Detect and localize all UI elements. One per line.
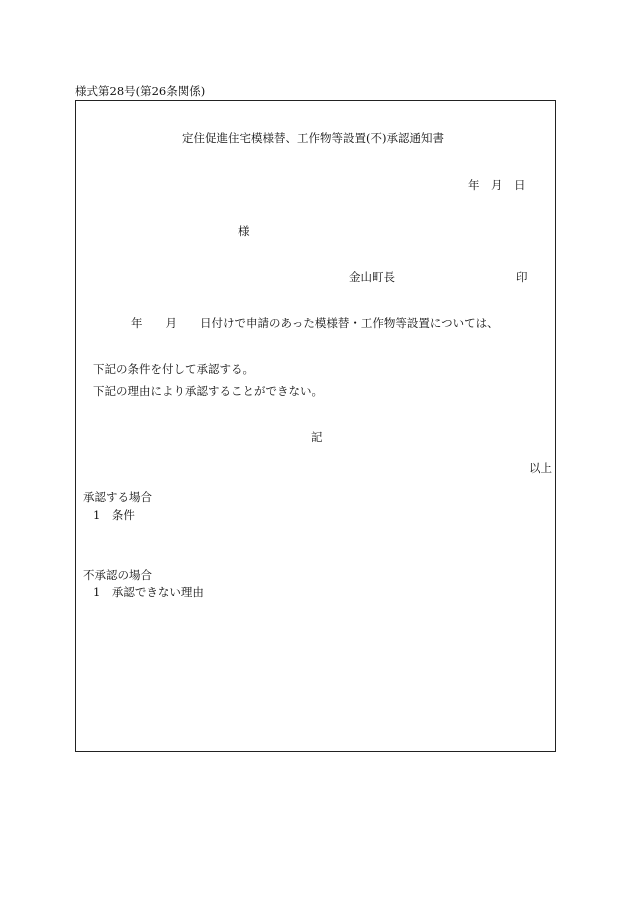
- ijo-closing: 以上: [529, 461, 552, 475]
- approval-conditions-item: 1 条件: [93, 508, 135, 522]
- option-approve-with-conditions: 下記の条件を付して承認する。: [93, 362, 254, 376]
- form-number: 様式第28号(第26条関係): [75, 84, 206, 98]
- issuer-name: 金山町長: [349, 270, 395, 284]
- approval-section-heading: 承認する場合: [83, 490, 152, 504]
- seal-mark: 印: [516, 270, 528, 284]
- body-text: 年 月 日付けで申請のあった模様替・工作物等設置については、: [131, 316, 499, 330]
- addressee-honorific: 様: [238, 224, 250, 238]
- date-line: 年 月 日: [468, 178, 526, 192]
- rejection-reason-item: 1 承認できない理由: [93, 585, 204, 599]
- form-frame: [75, 100, 556, 752]
- ki-heading: 記: [311, 430, 323, 444]
- rejection-section-heading: 不承認の場合: [83, 568, 152, 582]
- document-title: 定住促進住宅模様替、工作物等設置(不)承認通知書: [182, 131, 444, 145]
- option-reject: 下記の理由により承認することができない。: [93, 384, 323, 398]
